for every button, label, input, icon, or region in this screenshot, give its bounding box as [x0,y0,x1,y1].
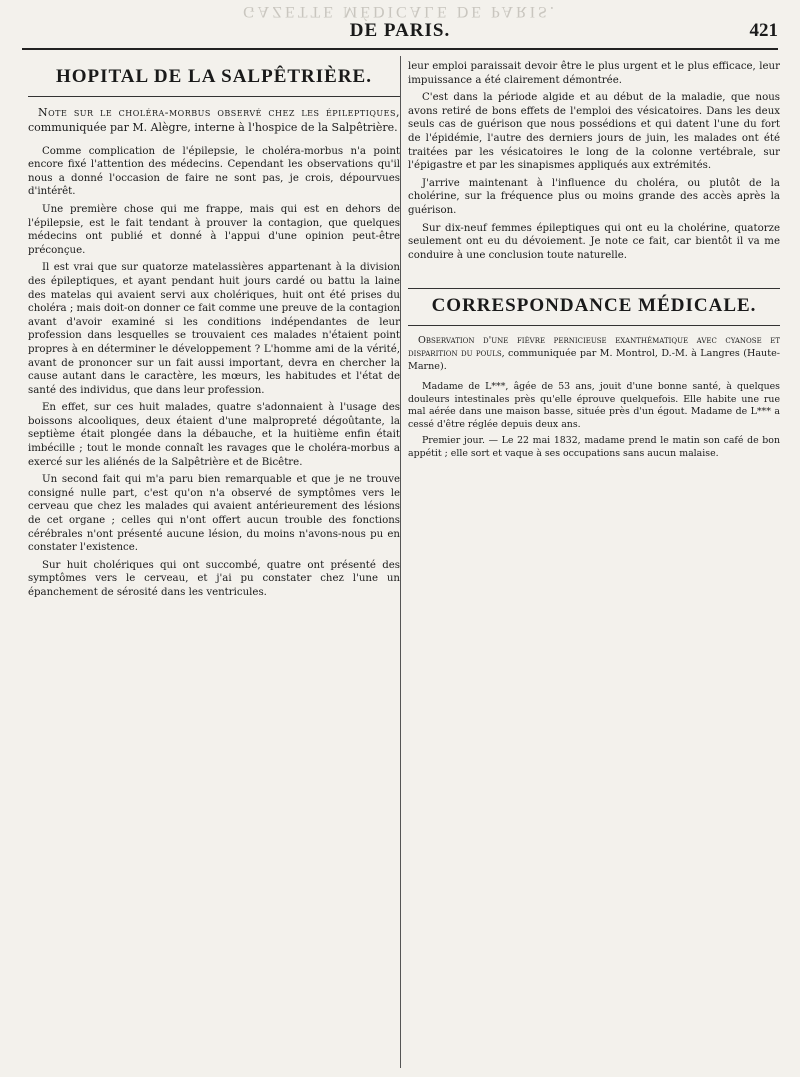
paragraph: Madame de L***, âgée de 53 ans, jouit d'une bonne santé, à quelques douleurs intestinales près qu'elle éprouve quelquefois. Elle habite une rue mal aérée dans une maison basse, située près d'un égout. Madame de L*** a cessé d'être réglée depuis deux ans. [408,380,780,430]
page-number: 421 [749,20,778,41]
section-title-hopital: HOPITAL DE LA SALPÊTRIÈRE. [55,66,372,87]
left-column [28,60,400,1065]
masthead-ghost: GAZETTE MÉDICALE DE PARIS. [243,3,557,20]
observation-title-rest: communiquée par M. Montrol, D.-M. à Langres (Haute-Marne). [408,347,780,372]
note-title [28,105,400,135]
running-head: DE PARIS. [349,20,451,41]
title-rule [408,325,780,326]
paragraph: leur emploi paraissait devoir être le plus urgent et le plus efficace, leur impuissance a été clairement démontrée. [408,61,780,86]
page-header [22,18,778,50]
note-title-caps: Note sur le choléra-morbus observé chez les épileptiques, [38,105,400,119]
section-title-correspondance: CORRESPONDANCE MÉDICALE. [431,295,757,317]
paragraph: En effet, sur ces huit malades, quatre s'adonnaient à l'usage des boissons alcooliques, deux étaient d'une malpropreté dégoûtante, la septième était plongée dans la débauche, et la huitième enfin était imbécille ; tout le monde connaît les ravages que le choléra-morbus a exercé sur les aliénés de la Salpêtrière et de Bicêtre. [28,402,400,468]
paragraph: Premier jour. — Le 22 mai 1832, madame prend le matin son café de bon appétit ; elle sort et vaque à ses occupations sans aucun malaise. [408,435,780,459]
paragraph: Un second fait qui m'a paru bien remarquable et que je ne trouve consigné nulle part, c'est qu'on n'a observé de symptômes vers le cerveau que chez les malades qui avaient antérieurement des lésions de cet organe ; celles qui n'ont offert aucun trouble des fonctions cérébrales n'ont présenté aucune lésion, du moins n'avons-nous pu en constater l'existence. [28,474,400,554]
paragraph: J'arrive maintenant à l'influence du choléra, ou plutôt de la cholérine, sur la fréquence plus ou moins grande des accès après la guérison. [408,177,780,216]
paragraph: C'est dans la période algide et au début de la maladie, que nous avons retiré de bons effets de l'emploi des vésicatoires. Dans les deux seuls cas de guérison que nous possédions et qui datent l'une du fort de l'épidémie, l'autre des derniers jours de juin, les malades ont été traitées par les vésicatoires le long de la colonne vertébrale, sur l'épigastre et par les sinapismes appliqués aux extrémités. [408,92,780,172]
note-title-rest: communiquée par M. Alègre, interne à l'hospice de la Salpêtrière. [28,120,398,134]
paragraph: Une première chose qui me frappe, mais qui est en dehors de l'épilepsie, est le fait tendant à prouver la contagion, que quelques médecins ont publié et donné à l'appui d'une opinion peut-être préconçue. [28,203,400,256]
section-spacer [408,266,780,284]
paragraph: Comme complication de l'épilepsie, le choléra-morbus n'a point encore fixé l'attention des médecins. Cependant les observations qu'il nous a donné l'occasion de faire ne sont pas, je crois, dépourvues d'intérêt. [28,145,400,198]
column-divider [400,56,401,1068]
observation-title-caps: Observation d'une fièvre pernicieuse exanthématique avec cyanose et disparition du pouls, [408,334,780,359]
observation-title [408,334,780,373]
title-rule [28,96,400,97]
paragraph: Sur huit cholériques qui ont succombé, quatre ont présenté des symptômes vers le cerveau, et j'ai pu constater chez l'une un épanchement de sérosité dans les ventricules. [28,559,400,598]
paragraph: Sur dix-neuf femmes épileptiques qui ont eu la cholérine, quatorze seulement ont eu du dévoiement. Je note ce fait, car bientôt il va me conduire à une conclusion toute naturelle. [408,222,780,261]
title-rule [408,288,780,289]
right-column [408,60,780,1065]
paragraph: Il est vrai que sur quatorze matelassières appartenant à la division des épileptiques, et ayant pendant huit jours cardé ou battu la laine des matelas qui avaient servi aux cholériques, huit ont été prises du choléra ; mais doit-on donner ce fait comme une preuve de la contagion avant d'avoir examiné si les conditions indépendantes de leur profession dans lesquelles se trouvaient ces malades n'étaient point propres à en déterminer le développement ? L'homme ami de la vérité, avant de prononcer sur un fait aussi important, devra en chercher la cause autant dans le caractère, les mœurs, les habitudes et l'état de santé des individus, que dans leur profession. [28,262,400,396]
